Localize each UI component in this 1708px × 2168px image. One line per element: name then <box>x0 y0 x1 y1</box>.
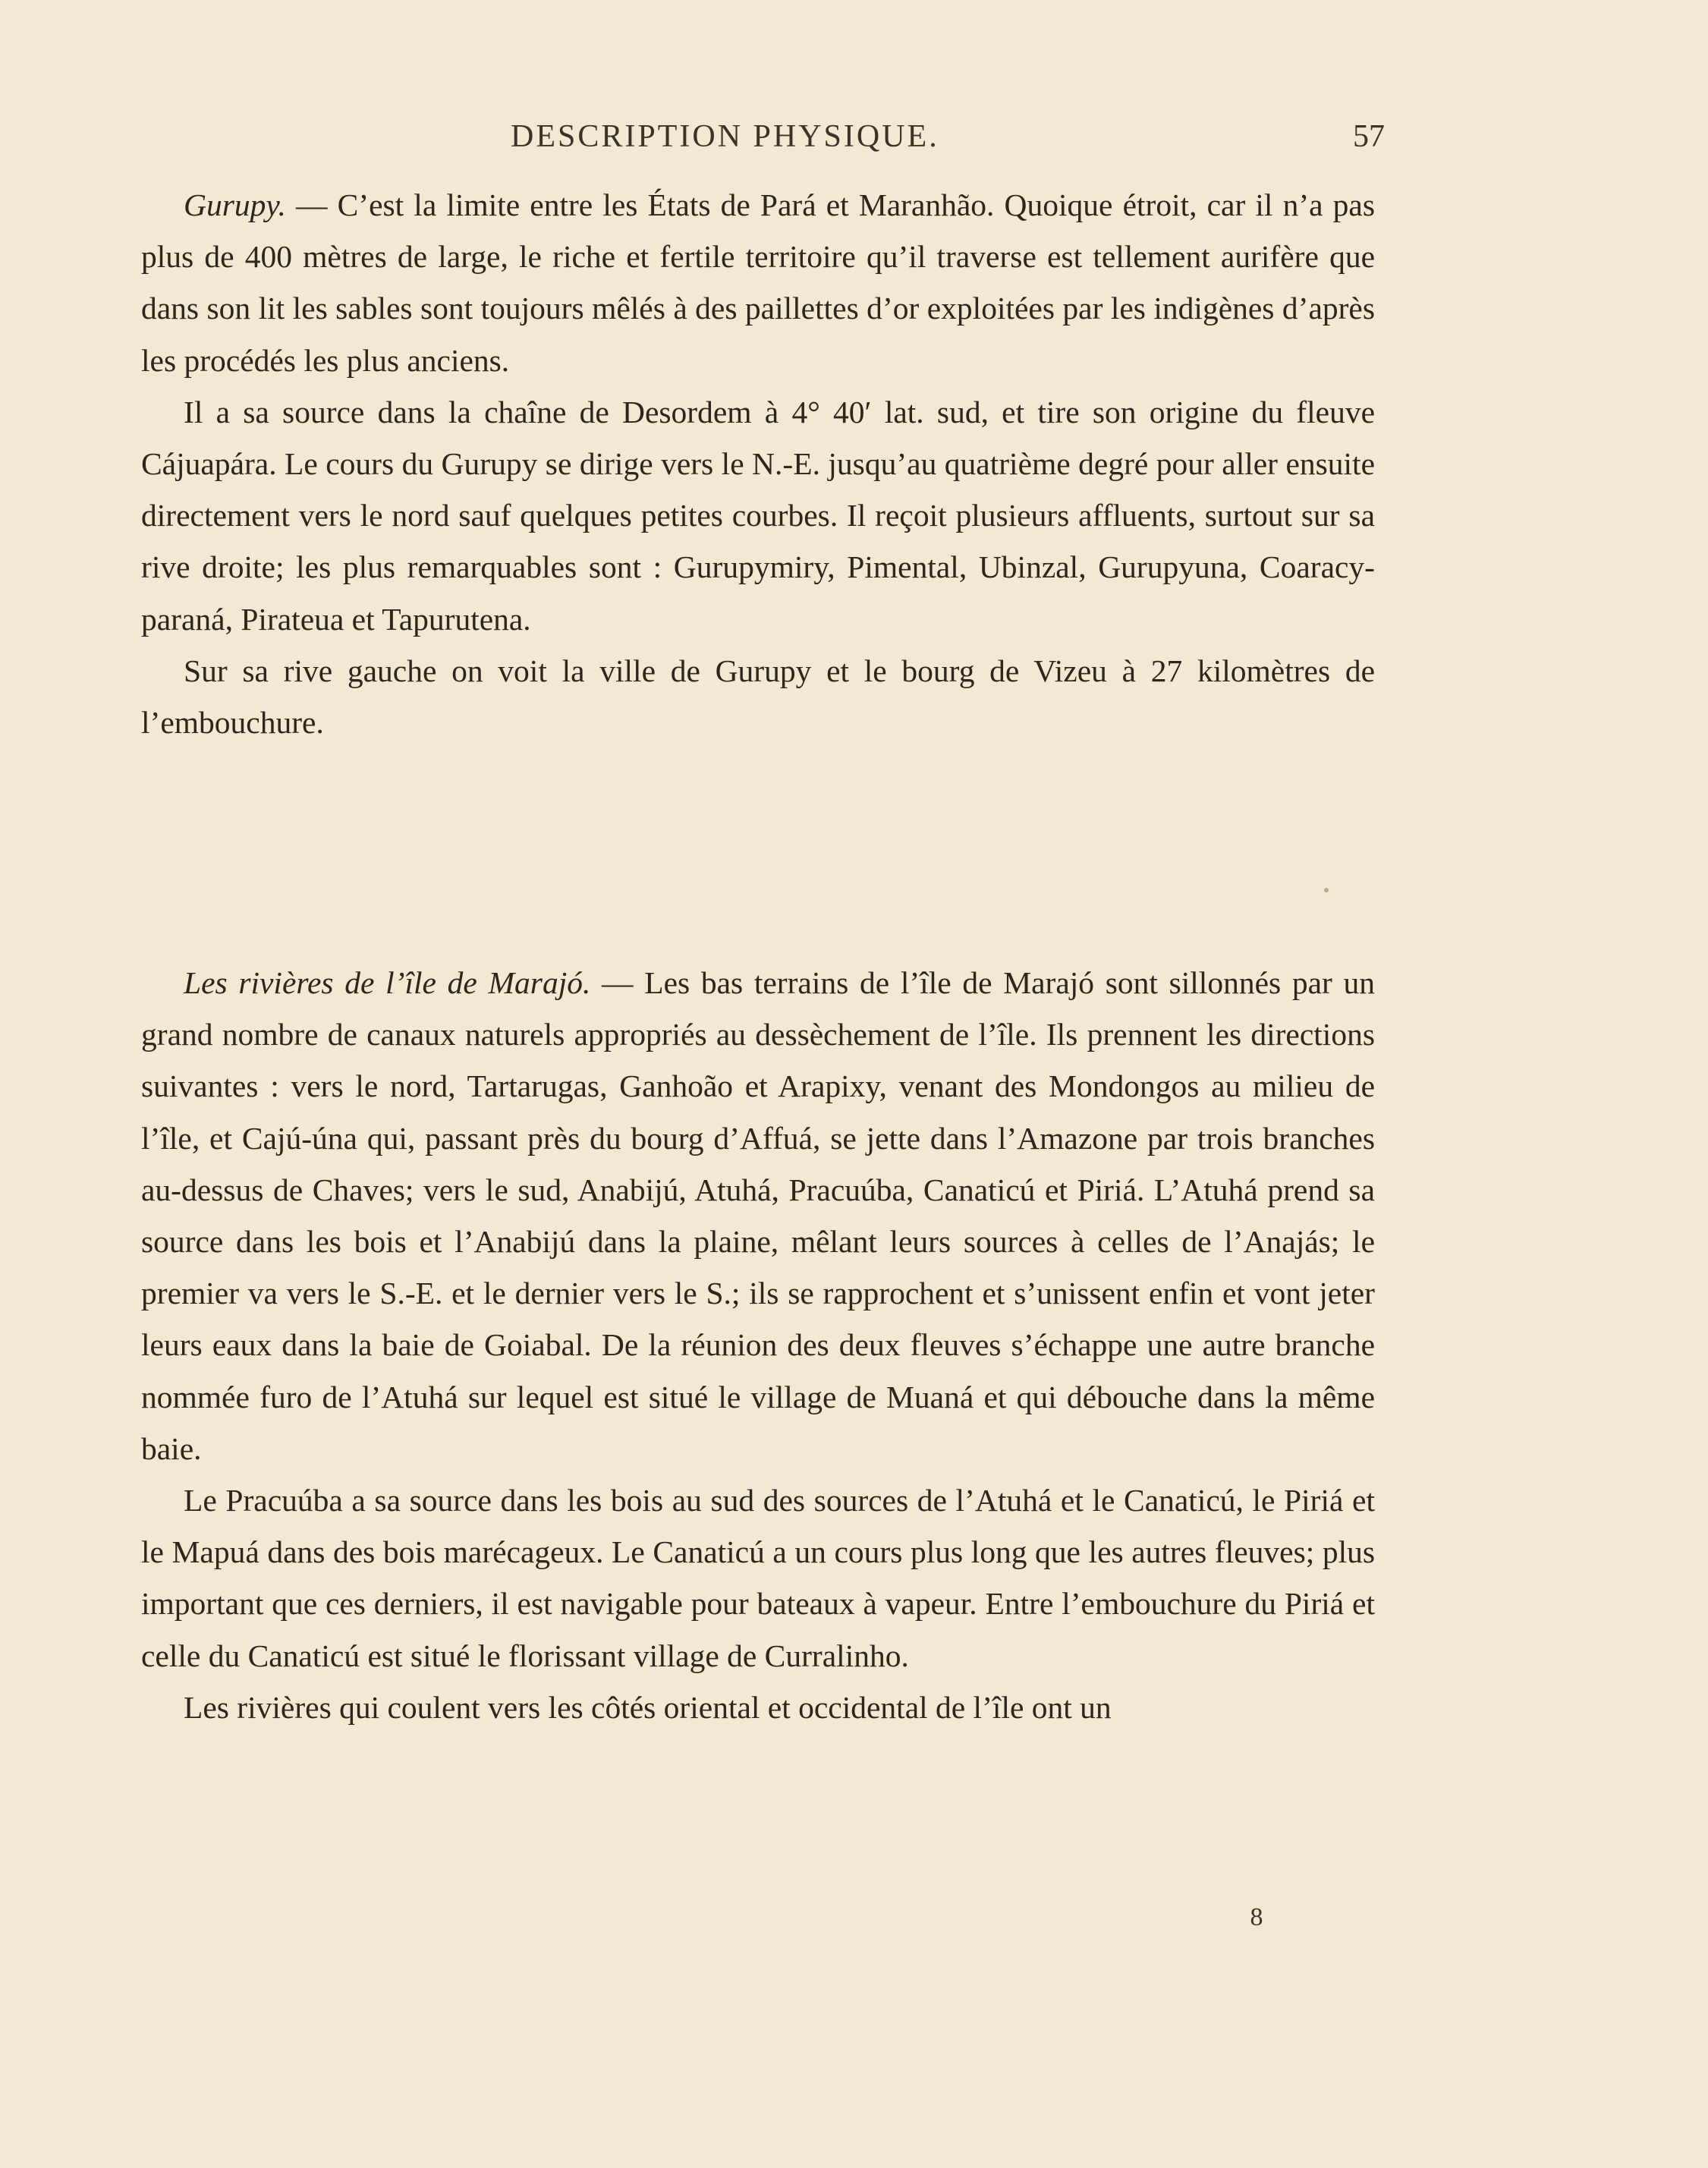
paragraph: Le Pracuúba a sa source dans les bois au sud des sources de l’Atuhá et le Canaticú, le Piriá et le Mapuá dans des bois marécageux. Le Canaticú a un cours plus long que les autres fleuves; plus important que ces derniers, il est navigable pour bateaux à vapeur. Entre l’embouchure du Piriá et celle du Canaticú est situé le florissant village de Curralinho. <box>141 1483 1375 1673</box>
section-title: Gurupy. <box>184 187 286 222</box>
em-dash: — <box>285 187 338 222</box>
section-gurupy <box>141 179 1375 748</box>
paragraph: Sur sa rive gauche on voit la ville de Gurupy et le bourg de Vizeu à 27 kilomètres de l’embouchure. <box>141 653 1375 741</box>
paragraph <box>141 179 1375 386</box>
paragraph-text: Les bas terrains de l’île de Marajó sont sillonnés par un grand nombre de canaux naturels appropriés au dessèchement de l’île. Ils prennent les directions suivantes : vers le nord, Tartarugas, Ganhoão et Arapixy, venant des Mondongos au milieu de l’île, et Cajú-úna qui, passant près du bourg d’Affuá, se jette dans l’Amazone par trois branches au-dessus de Chaves; vers le sud, Anabijú, Atuhá, Pracuúba, Canaticú et Piriá. L’Atuhá prend sa source dans les bois et l’Anabijú dans la plaine, mêlant leurs sources à celles de l’Anajás; le premier va vers le S.-E. et le dernier vers le S.; ils se rapprochent et s’unissent enfin et vont jeter leurs eaux dans la baie de Goiabal. De la réunion des deux fleuves s’échappe une autre branche nommée furo de l’Atuhá sur lequel est situé le village de Muaná et qui débouche dans la même baie. <box>141 965 1375 1466</box>
page-number: 57 <box>1353 119 1385 154</box>
running-title: DESCRIPTION PHYSIQUE. <box>511 119 939 154</box>
paragraph-text: C’est la limite entre les États de Pará et Maranhão. Quoique étroit, car il n’a pas plus de 400 mètres de large, le riche et fertile territoire qu’il traverse est tellement aurifère que dans son lit les sables sont toujours mêlés à des paillettes d’or exploitées par les indigènes d’après les procédés les plus anciens. <box>141 187 1375 378</box>
paragraph: Les rivières qui coulent vers les côtés oriental et occidental de l’île ont un <box>184 1689 1112 1725</box>
paragraph <box>141 957 1375 1474</box>
section-title: Les rivières de l’île de Marajó. <box>184 965 591 1000</box>
signature-mark: 8 <box>1250 1903 1263 1931</box>
section-marajo-rivers <box>141 957 1375 1733</box>
running-head <box>0 114 1708 159</box>
em-dash: — <box>590 965 645 1000</box>
paragraph: Il a sa source dans la chaîne de Desordem à 4° 40′ lat. sud, et tire son origine du fleuve Cájuapára. Le cours du Gurupy se dirige vers le N.-E. jusqu’au quatrième degré pour aller ensuite directement vers le nord sauf quelques petites courbes. Il reçoit plusieurs affluents, surtout sur sa rive droite; les plus remarquables sont : Gurupymiry, Pimental, Ubinzal, Gurupyuna, Coaracy-paraná, Pirateua et Tapurutena. <box>141 394 1375 637</box>
paper-speck <box>1324 888 1329 892</box>
